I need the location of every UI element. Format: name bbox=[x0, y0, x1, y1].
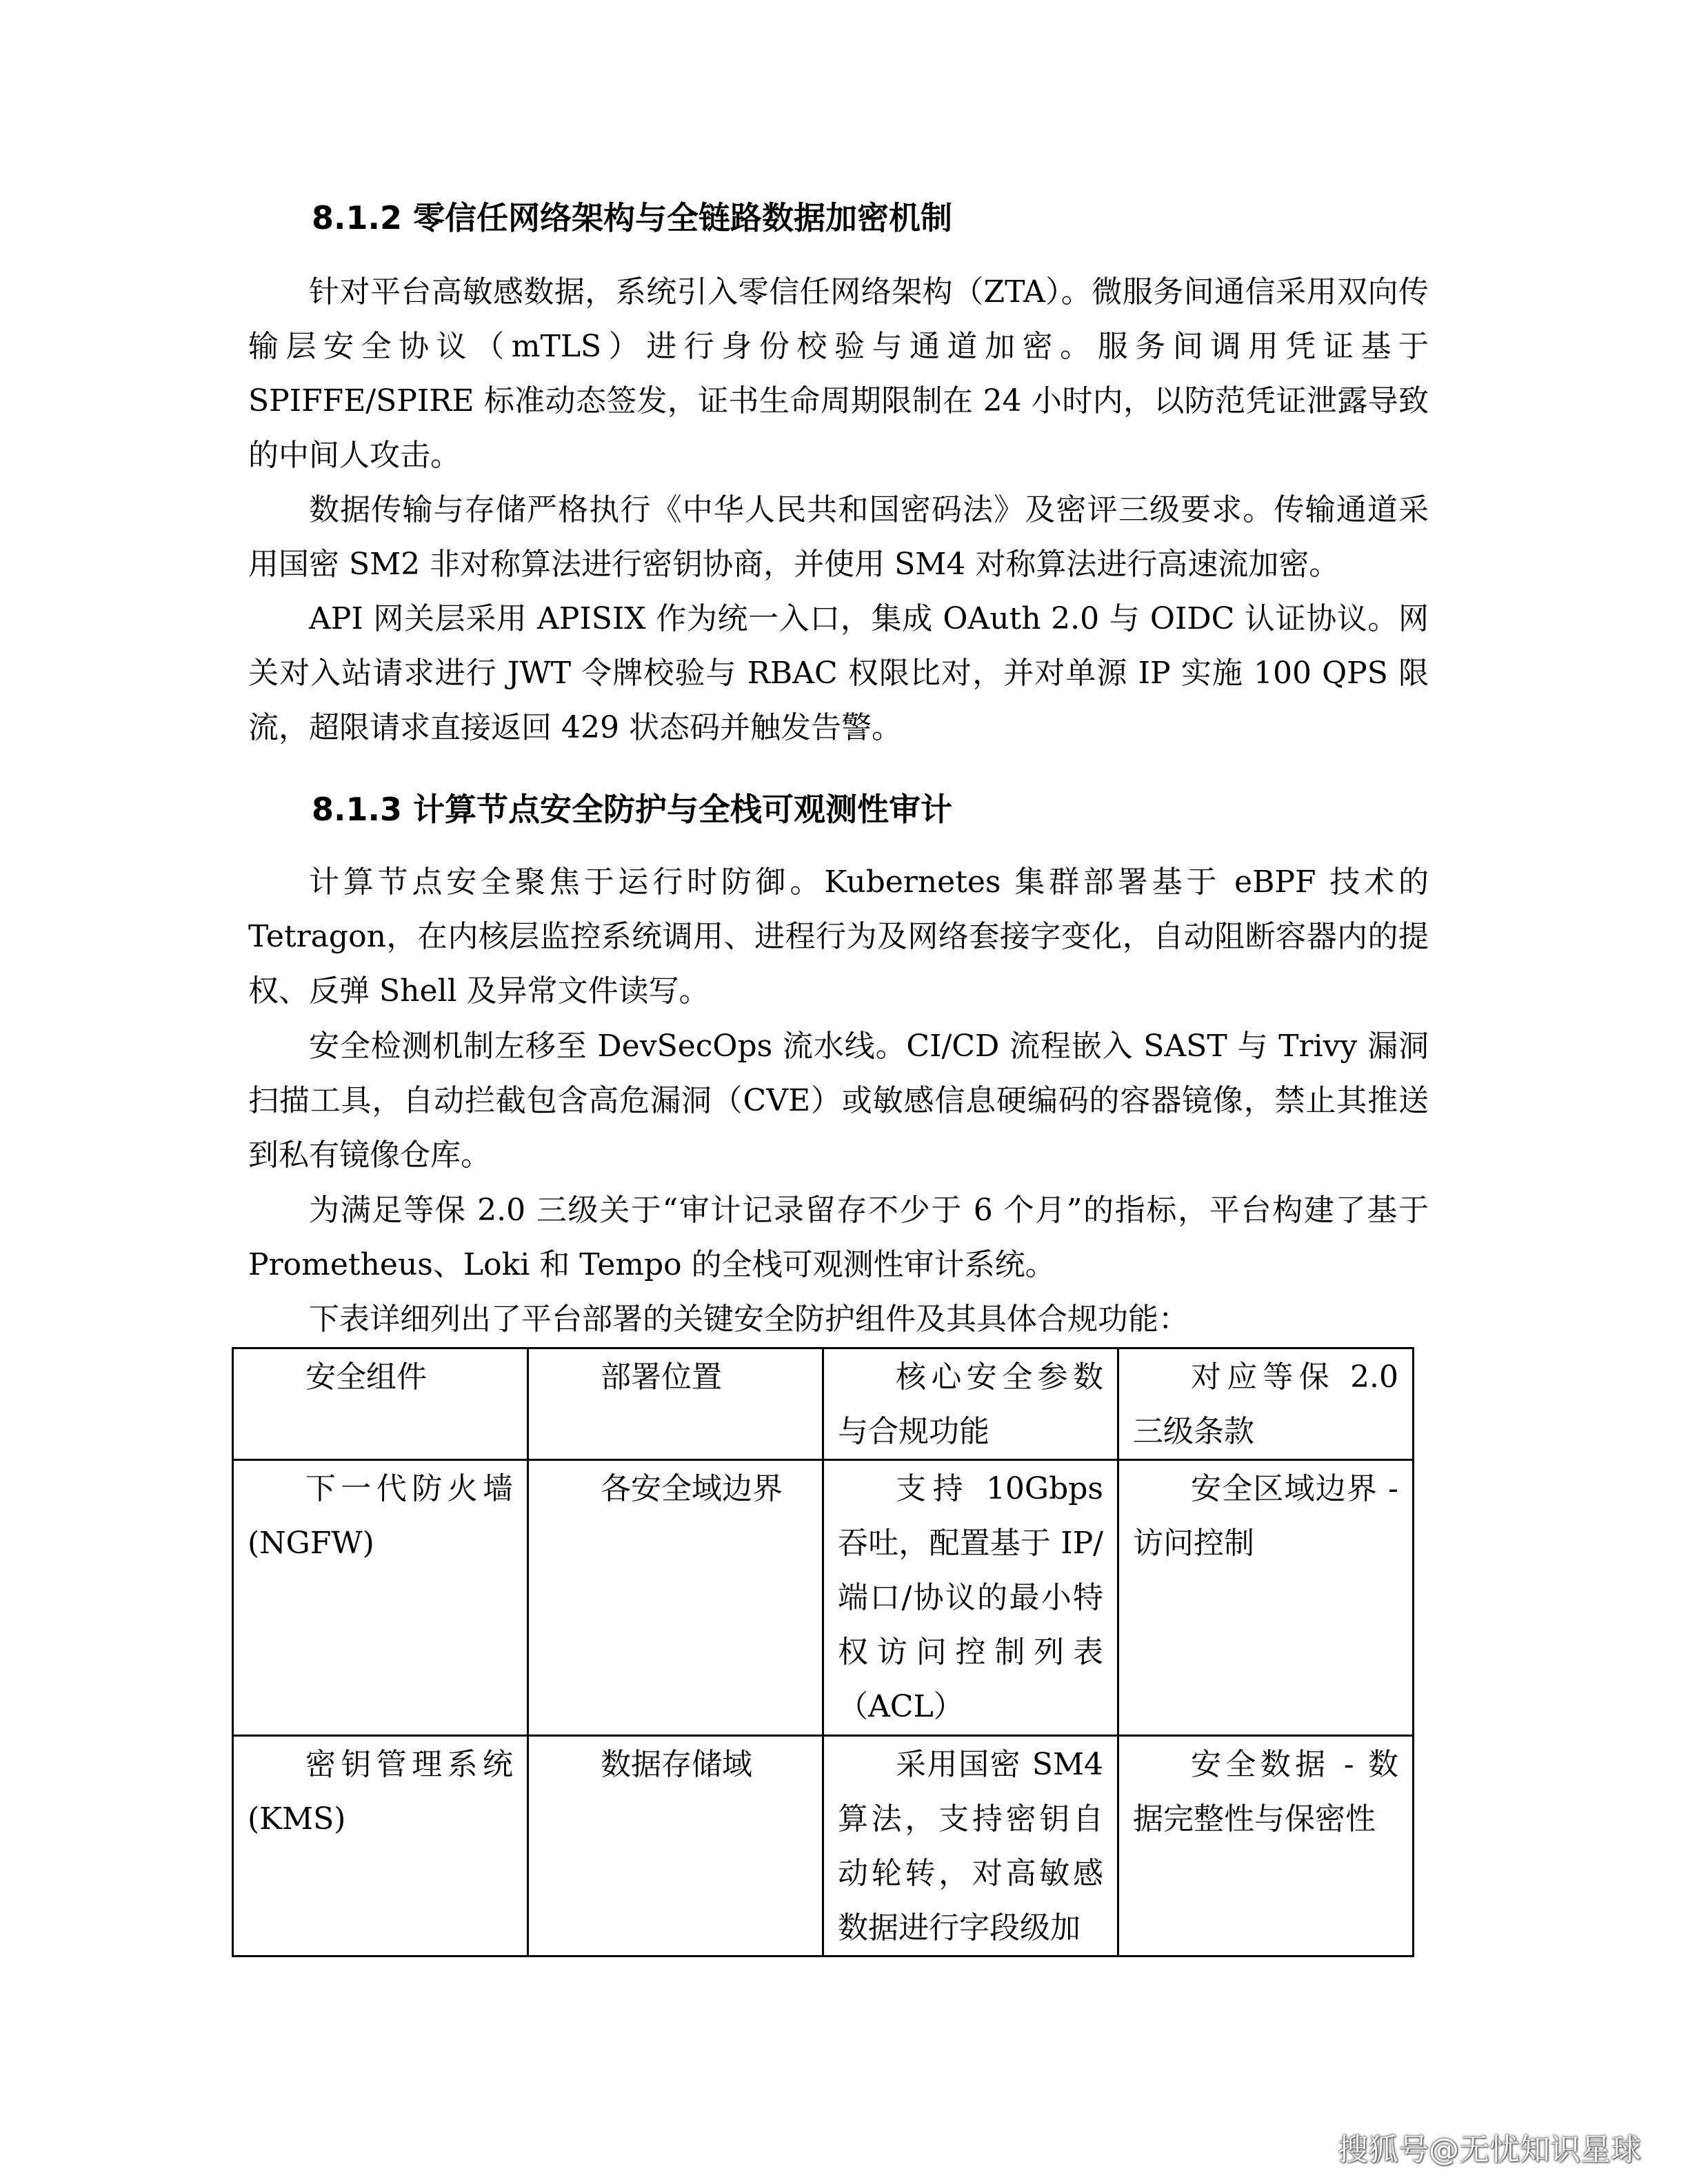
header-compliance-clause: 对应等保 2.0 三级条款 bbox=[1133, 1359, 1398, 1449]
table-cell bbox=[528, 1736, 823, 1957]
table-cell bbox=[823, 1460, 1118, 1736]
table-cell bbox=[233, 1736, 528, 1957]
table-cell bbox=[528, 1460, 823, 1736]
table-cell bbox=[233, 1460, 528, 1736]
paragraph-crypto-law: 数据传输与存储严格执行《中华人民共和国密码法》及密评三级要求。传输通道采用国密 SM2 非对称算法进行密钥协商，并使用 SM4 对称算法进行高速流加密。 bbox=[248, 492, 1429, 582]
header-function: 核心安全参数与合规功能 bbox=[838, 1359, 1103, 1449]
table-cell bbox=[1118, 1460, 1414, 1736]
table-cell bbox=[1118, 1736, 1414, 1957]
paragraph-devsecops: 安全检测机制左移至 DevSecOps 流水线。CI/CD 流程嵌入 SAST 与 Trivy 漏洞扫描工具，自动拦截包含高危漏洞（CVE）或敏感信息硬编码的容器镜像，禁止其推送到私有镜像仓库。 bbox=[248, 1029, 1429, 1173]
table-header-cell bbox=[823, 1348, 1118, 1460]
header-component: 安全组件 bbox=[305, 1359, 427, 1395]
security-components-table bbox=[232, 1347, 1414, 1957]
cell-location: 各安全域边界 bbox=[601, 1471, 783, 1506]
cell-location: 数据存储域 bbox=[601, 1747, 752, 1782]
source-watermark: 搜狐号@无忧知识星球 bbox=[1338, 2132, 1641, 2167]
cell-component: 密钥管理系统(KMS) bbox=[248, 1747, 513, 1837]
cell-component: 下一代防火墙(NGFW) bbox=[248, 1471, 513, 1561]
paragraph-zta: 针对平台高敏感数据，系统引入零信任网络架构（ZTA）。微服务间通信采用双向传输层安全协议（mTLS）进行身份校验与通道加密。服务间调用凭证基于 SPIFFE/SPIRE 标准动态签发，证书生命周期限制在 24 小时内，以防范凭证泄露导致的中间人攻击。 bbox=[248, 274, 1429, 473]
cell-function: 采用国密 SM4 算法，支持密钥自动轮转，对高敏感数据进行字段级加 bbox=[838, 1747, 1103, 1945]
table-row bbox=[233, 1736, 1414, 1957]
paragraph-api-gateway: API 网关层采用 APISIX 作为统一入口，集成 OAuth 2.0 与 OIDC 认证协议。网关对入站请求进行 JWT 令牌校验与 RBAC 权限比对，并对单源 IP 实施 100 QPS 限流，超限请求直接返回 429 状态码并触发告警。 bbox=[248, 601, 1429, 745]
table-row bbox=[233, 1460, 1414, 1736]
paragraph-table-intro: 下表详细列出了平台部署的关键安全防护组件及其具体合规功能： bbox=[309, 1302, 1189, 1337]
cell-compliance-clause: 安全区域边界 - 访问控制 bbox=[1133, 1471, 1398, 1561]
cell-compliance-clause: 安全数据 - 数据完整性与保密性 bbox=[1133, 1747, 1398, 1837]
section-heading-8-1-3: 8.1.3 计算节点安全防护与全栈可观测性审计 bbox=[312, 791, 952, 828]
section-heading-8-1-2: 8.1.2 零信任网络架构与全链路数据加密机制 bbox=[312, 199, 952, 236]
header-location: 部署位置 bbox=[601, 1359, 722, 1395]
table-header-cell bbox=[1118, 1348, 1414, 1460]
cell-function: 支持 10Gbps 吞吐，配置基于 IP/端口/协议的最小特权访问控制列表（ACL） bbox=[838, 1471, 1103, 1724]
table-header-cell bbox=[528, 1348, 823, 1460]
paragraph-audit-system: 为满足等保 2.0 三级关于“审计记录留存不少于 6 个月”的指标，平台构建了基于 Prometheus、Loki 和 Tempo 的全栈可观测性审计系统。 bbox=[248, 1193, 1429, 1282]
table-header-row bbox=[233, 1348, 1414, 1460]
table-header-cell bbox=[233, 1348, 528, 1460]
table-cell bbox=[823, 1736, 1118, 1957]
paragraph-runtime-defense: 计算节点安全聚焦于运行时防御。Kubernetes 集群部署基于 eBPF 技术的 Tetragon，在内核层监控系统调用、进程行为及网络套接字变化，自动阻断容器内的提权、反弹 Shell 及异常文件读写。 bbox=[248, 865, 1429, 1009]
